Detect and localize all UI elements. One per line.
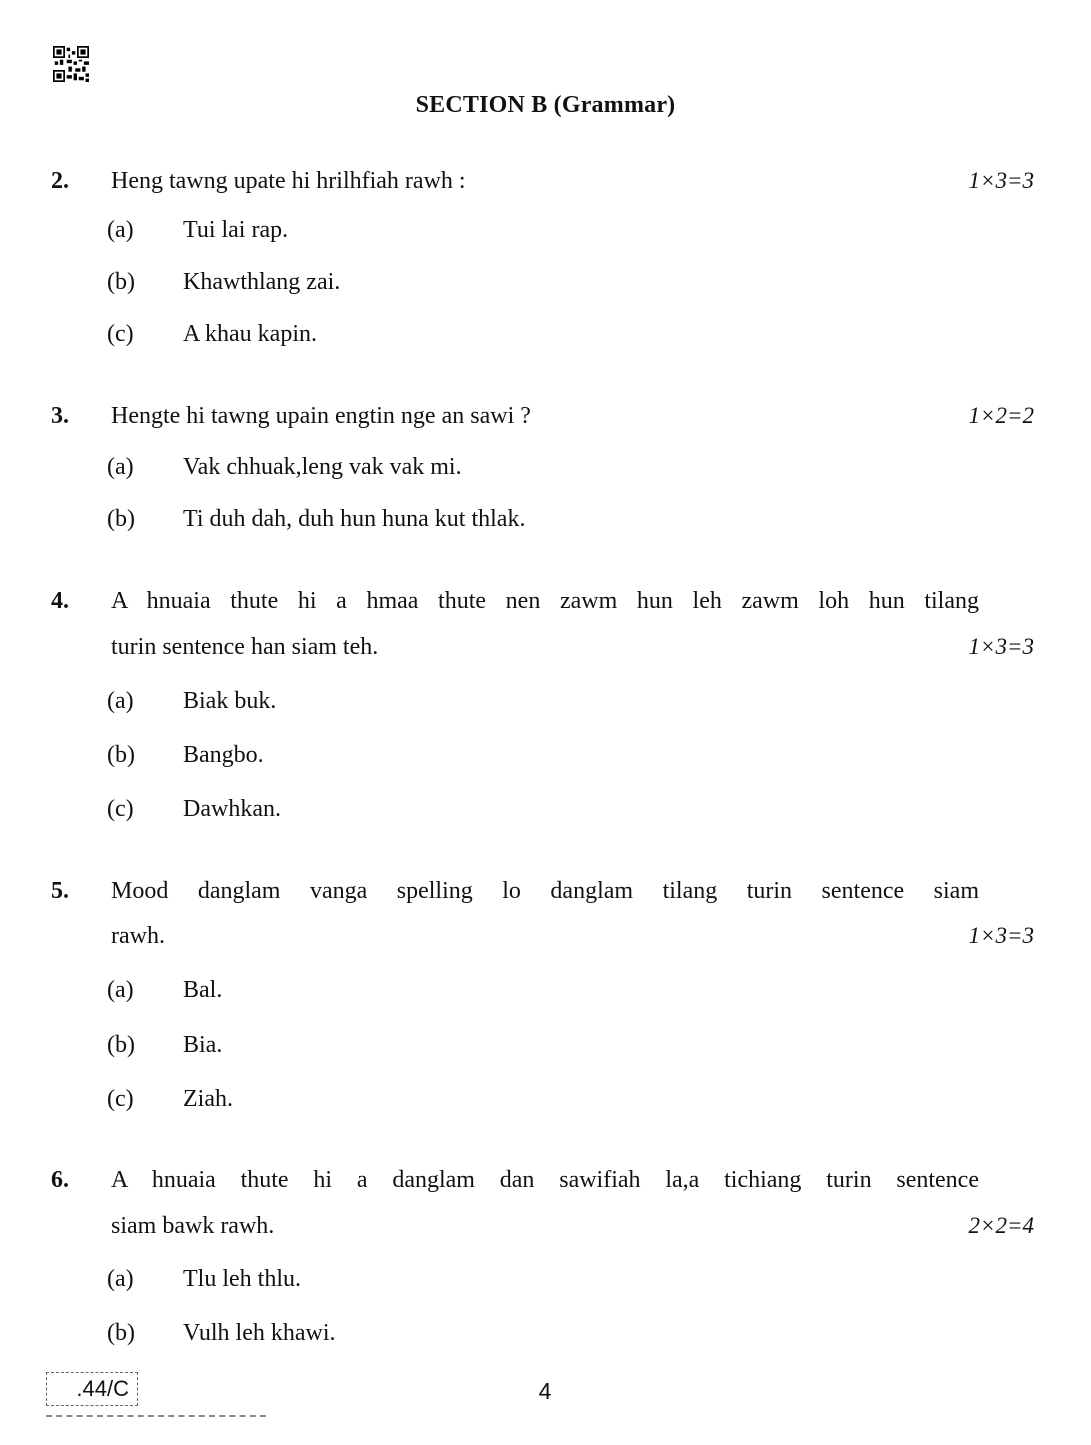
option-label: (b): [107, 742, 135, 768]
option-label: (a): [107, 1266, 134, 1292]
question-number: 6.: [51, 1167, 69, 1193]
qr-code-icon: [53, 46, 89, 82]
option-text: Dawhkan.: [183, 796, 281, 822]
question-marks: 1×3=3: [968, 634, 1034, 659]
section-title: SECTION B (Grammar): [415, 92, 676, 118]
question-text-line: turin sentence han siam teh.: [111, 634, 379, 660]
question-text-line: rawh.: [111, 923, 165, 949]
footer-divider: [46, 1415, 266, 1417]
option-label: (a): [107, 977, 134, 1003]
question-text-line: A hnuaia thute hi a hmaa thute nen zawm hun leh zawm loh hun tilang: [111, 588, 979, 614]
question-marks: 1×3=3: [968, 168, 1034, 193]
question-marks: 1×3=3: [968, 923, 1034, 948]
option-label: (b): [107, 269, 135, 295]
option-text: Vak chhuak,leng vak vak mi.: [183, 454, 462, 480]
page-number: 4: [538, 1378, 552, 1404]
option-label: (a): [107, 217, 134, 243]
option-label: (c): [107, 1086, 134, 1112]
option-text: Bia.: [183, 1032, 223, 1058]
question-number: 4.: [51, 588, 69, 614]
question-text-line: A hnuaia thute hi a danglam dan sawifiah la,a tichiang turin sentence: [111, 1167, 979, 1193]
option-text: Vulh leh khawi.: [183, 1320, 336, 1346]
option-label: (a): [107, 688, 134, 714]
option-label: (b): [107, 1320, 135, 1346]
option-text: Tui lai rap.: [183, 217, 289, 243]
question-text: Heng tawng upate hi hrilhfiah rawh :: [111, 168, 466, 194]
question-number: 5.: [51, 878, 69, 904]
question-marks: 1×2=2: [968, 403, 1034, 428]
option-text: Bangbo.: [183, 742, 264, 768]
question-text-line: siam bawk rawh.: [111, 1213, 275, 1239]
option-text: A khau kapin.: [183, 321, 317, 347]
option-text: Bal.: [183, 977, 223, 1003]
question-text: Hengte hi tawng upain engtin nge an sawi ?: [111, 403, 531, 429]
question-number: 2.: [51, 168, 69, 194]
option-label: (b): [107, 1032, 135, 1058]
option-text: Khawthlang zai.: [183, 269, 341, 295]
question-number: 3.: [51, 403, 69, 429]
option-text: Tlu leh thlu.: [183, 1266, 301, 1292]
option-text: Ti duh dah, duh hun huna kut thlak.: [183, 506, 526, 532]
option-label: (c): [107, 796, 134, 822]
option-label: (c): [107, 321, 134, 347]
option-text: Ziah.: [183, 1086, 233, 1112]
option-text: Biak buk.: [183, 688, 277, 714]
paper-code: .44/C: [46, 1372, 138, 1406]
option-label: (a): [107, 454, 134, 480]
question-marks: 2×2=4: [968, 1213, 1034, 1238]
option-label: (b): [107, 506, 135, 532]
question-text-line: Mood danglam vanga spelling lo danglam tilang turin sentence siam: [111, 878, 979, 904]
